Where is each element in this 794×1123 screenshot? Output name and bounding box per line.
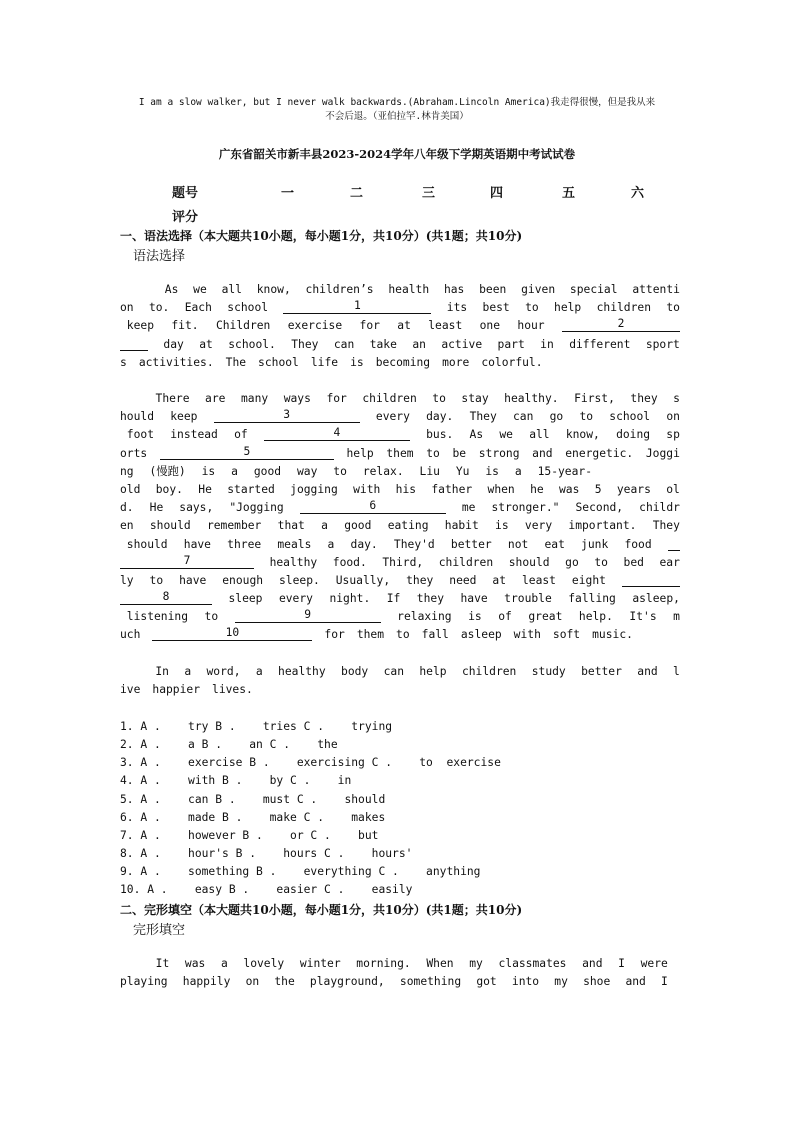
blank-9[interactable]: 9 <box>235 608 381 623</box>
page-title: 广东省韶关市新丰县2023-2024学年八年级下学期英语期中考试试卷 <box>218 147 576 161</box>
blank-7-start <box>668 536 680 551</box>
blank-2[interactable]: 2 <box>562 317 680 332</box>
blank-4[interactable]: 4 <box>264 426 410 441</box>
section-1-subheading: 语法选择 <box>133 249 186 264</box>
header-quote <box>100 96 694 124</box>
passage-paragraph-3: In a word, a healthy body can help children study better and l ive happier lives. <box>120 665 680 697</box>
section-2-subheading: 完形填空 <box>133 923 186 938</box>
option-row[interactable]: 9. A . something B . everything C . anything <box>120 865 481 879</box>
score-column: 二 <box>350 186 364 201</box>
score-column: 六 <box>631 186 645 201</box>
blank-5[interactable]: 5 <box>160 445 334 460</box>
option-row[interactable]: 4. A . with B . by C . in <box>120 774 352 788</box>
option-row[interactable]: 7. A . however B . or C . but <box>120 828 379 842</box>
score-column: 一 <box>281 186 295 201</box>
blank-7[interactable]: 7 <box>120 554 254 569</box>
quote-line-1: I am a slow walker, but I never walk backwards.(Abraham.Lincoln America)我走得很慢，但是我从来 <box>138 97 656 108</box>
score-column: 五 <box>562 186 576 201</box>
blank-2-continued <box>120 336 148 351</box>
passage-paragraph-2: There are many ways for children to stay healthy. First, they s hould keep 3 every day. They can go to school on foot instead of 4 bus. As we all know, doing sp orts 5 help them to be strong and energetic. Joggi ng (慢跑) is a good way to relax. Liu Yu is a 15-year- old boy. He started jogging with his father when he was 5 years ol d. He says, "Jogging 6 me stronger." Second, childr en should remember that a good eating habit is very important. They should have three meals a day. They'd better not eat junk food 7 healthy food. Third, children should go to bed ear ly to have enough sleep. Usually, they need at least eight 8 sleep every night. If they have trouble falling asleep, listening to 9 relaxing is of great help. It's m uch 10 for them to fall asleep with soft music. <box>120 392 680 642</box>
section-2-heading: 二、完形填空（本大题共10小题，每小题1分，共10分）(共1题；共10分) <box>120 903 523 917</box>
section-1-heading: 一、语法选择（本大题共10小题，每小题1分，共10分）(共1题；共10分) <box>120 229 523 243</box>
blank-8[interactable]: 8 <box>120 590 212 605</box>
blank-1[interactable]: 1 <box>283 299 431 314</box>
blank-8-start <box>622 572 680 587</box>
blank-6[interactable]: 6 <box>300 499 446 514</box>
score-header-label: 题号 <box>172 186 199 201</box>
option-row[interactable]: 2. A . a B . an C . the <box>120 738 338 752</box>
score-row-label: 评分 <box>172 210 199 225</box>
option-row[interactable]: 3. A . exercise B . exercising C . to exercise <box>120 756 501 770</box>
passage-paragraph-1: As we all know, children’s health has been given special attenti on to. Each school 1 its best to help children to keep fit. Children exercise for at least one hour 2 day at school. They can take an active part in different sport s activities. The school life is becoming more colorful. <box>120 283 680 369</box>
option-row[interactable]: 6. A . made B . make C . makes <box>120 810 386 824</box>
option-row[interactable]: 10. A . easy B . easier C . easily <box>120 883 413 897</box>
option-row[interactable]: 1. A . try B . tries C . trying <box>120 720 393 733</box>
quote-line-2: 不会后退。（亚伯拉罕.林肯美国） <box>325 111 469 122</box>
score-column: 三 <box>422 186 436 201</box>
option-row[interactable]: 8. A . hour's B . hours C . hours' <box>120 846 413 860</box>
blank-10[interactable]: 10 <box>152 626 312 641</box>
blank-3[interactable]: 3 <box>214 408 360 423</box>
cloze-passage: It was a lovely winter morning. When my classmates and I were playing happily on the playground, something got into my shoe and I <box>120 957 668 989</box>
score-column: 四 <box>490 186 504 201</box>
option-row[interactable]: 5. A . can B . must C . should <box>120 792 386 806</box>
answer-options <box>120 718 501 899</box>
